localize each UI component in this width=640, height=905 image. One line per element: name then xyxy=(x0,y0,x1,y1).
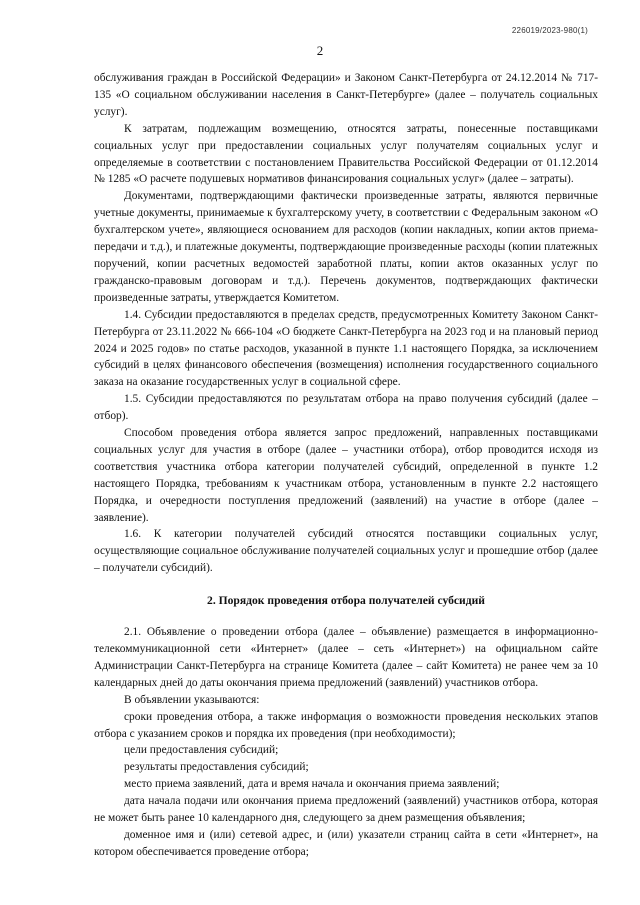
paragraph: В объявлении указываются: xyxy=(124,693,260,706)
list-item: результаты предоставления субсидий; xyxy=(124,761,309,774)
paragraph: Документами, подтверждающими фактически произведенные затраты, являются первичные учетные документы, принимаемые к бухгалтерскому учету, в соответствии с Федеральным законом «О бухгалтерском учете», являющиеся основанием для расходов (копии накладных, копии актов приема-передачи и т.д.), и платежные документы, подтверждающие произведенные расходы (копии платежных поручений, копии расчетных ведомостей заработной платы, копии актов оказанных услуг по гражданско-правовым договорам и т.д.). Перечень документов, подтверждающих фактически произведенные затраты, утверждается Комитетом. xyxy=(94,190,598,304)
paragraph: К затратам, подлежащим возмещению, относятся затраты, понесенные поставщиками социальных услуг при предоставлении социальных услуг получателям социальных услуг и определяемые в соответствии с постановлением Правительства Российской Федерации от 01.12.2014 № 1285 «О расчете подушевых нормативов финансирования социальных услуг» (далее – затраты). xyxy=(94,122,598,186)
paragraph: обслуживания граждан в Российской Федерации» и Законом Санкт-Петербурга от 24.12.2014 № 717-135 «О социальном обслуживании населения в Санкт-Петербурге» (далее – получатель социальных услуг). xyxy=(94,72,598,118)
section-heading: 2. Порядок проведения отбора получателей субсидий xyxy=(207,594,485,608)
page-number: 2 xyxy=(316,43,324,58)
list-item: сроки проведения отбора, а также информация о возможности проведения нескольких этапов отбора с указанием сроков и порядка их проведения (при необходимости); xyxy=(94,710,598,740)
paragraph: 1.4. Субсидии предоставляются в пределах средств, предусмотренных Комитету Законом Санкт-Петербурга от 23.11.2022 № 666-104 «О бюджете Санкт-Петербурга на 2023 год и на плановый период 2024 и 2025 годов» по статье расходов, указанной в пункте 1.1 настоящего Порядка, за исключением субсидий в целях финансового обеспечения (возмещения) исполнения государственного социального заказа на оказание государственных услуг в социальной сфере. xyxy=(94,308,598,389)
document-id: 226019/2023-980(1) xyxy=(511,26,588,35)
paragraph: Способом проведения отбора является запрос предложений, направленных поставщиками социальных услуг для участия в отборе (далее – участники отбора), отбор проводится исходя из соответствия участника отбора категории получателей субсидий, определенной в пункте 1.2 настоящего Порядка, требованиям к участникам отбора, установленным в пункте 2.2 настоящего Порядка, и очередности поступления предложений (заявлений) на участие в отборе (далее – заявление). xyxy=(94,427,598,524)
list-item: доменное имя и (или) сетевой адрес, и (или) указатели страниц сайта в сети «Интернет», на котором обеспечивается проведение отбора; xyxy=(94,828,598,858)
list-item: цели предоставления субсидий; xyxy=(124,744,279,757)
paragraph: 1.6. К категории получателей субсидий относятся поставщики социальных услуг, осуществляющие социальное обслуживание получателей социальных услуг и прошедшие отбор (далее – получатели субсидий). xyxy=(94,528,598,575)
list-item: место приема заявлений, дата и время начала и окончания приема заявлений; xyxy=(124,778,500,791)
paragraph: 1.5. Субсидии предоставляются по результатам отбора на право получения субсидий (далее – отбор). xyxy=(94,393,598,423)
list-item: дата начала подачи или окончания приема предложений (заявлений) участников отбора, которая не может быть ранее 10 календарного дня, следующего за днем размещения объявления; xyxy=(94,795,598,825)
paragraph: 2.1. Объявление о проведении отбора (далее – объявление) размещается в информационно-телекоммуникационной сети «Интернет» (далее – сеть «Интернет») на официальном сайте Администрации Санкт-Петербурга на странице Комитета (далее – сайт Комитета) не ранее чем за 10 календарных дней до даты окончания приема предложений (заявлений) участников отбора. xyxy=(94,626,598,689)
document-body xyxy=(94,70,598,861)
